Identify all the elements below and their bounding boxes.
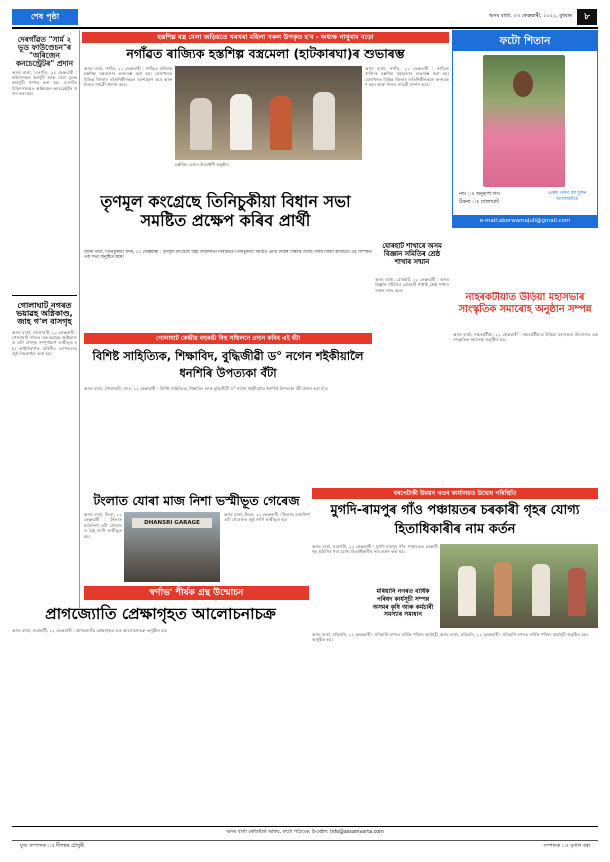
mariani-body: অসম বাৰ্তা, মৰিয়ানি, ২২ ফেব্ৰুৱাৰী : মৰিয়ানি নগৰত বাৰ্ষিক পৰিষদ কাৰ্যসূচী অনুষ্ঠিত হয়। bbox=[312, 632, 438, 643]
mariani-body-2: অসম বাৰ্তা, মৰিয়ানি, ২২ ফেব্ৰুৱাৰী : মৰিয়ানি নগৰত বাৰ্ষিক পৰিষদ কাৰ্যসূচী অনুষ্ঠিত হয়। bbox=[440, 632, 588, 637]
photo-box-name: নাম ঃ অনুৰূপা দাস bbox=[459, 192, 500, 197]
top-story-body-1: অসম বাৰ্তা, নগাঁও, ২২ ফেব্ৰুৱাৰী : নগাঁৱত ৰাজ্যিক হস্তশিল্প বস্ত্ৰমেলাৰ শুভাৰম্ভ কৰা হয়। মেলাখনত বিভিন্ন জিলাৰ তাঁতশিল্পীসকলে অংশগ্ৰহণ কৰে আৰু নিজৰ সামগ্ৰী প্ৰদৰ্শন কৰে। bbox=[84, 66, 172, 88]
left-column bbox=[12, 30, 77, 608]
section-label: শেষ পৃষ্ঠা bbox=[30, 12, 60, 21]
fire-headline: টংলাত যোৰা মাজ নিশা ভস্মীভূত গেৰেজ bbox=[93, 493, 300, 508]
footer-bar bbox=[12, 840, 598, 852]
pragjyoti-body: অসম বাৰ্তা, গুৱাহাটী, ২২ ফেব্ৰুৱাৰী : প্ৰাগজ্যোতি প্ৰেক্ষাগৃহত এক আলোচনাচক্ৰ অনুষ্ঠিত হয়। bbox=[12, 628, 168, 633]
garage-sign: DHANSRI GARAGE bbox=[132, 518, 212, 528]
nahar-body: অসম বাৰ্তা, নাহৰকটীয়া, ২২ ফেব্ৰুৱাৰী : নাহৰকটীয়াত উড়িয়া মহাসভাৰ উদ্যোগত এক সাংস্কৃতিক সমাৰোহ অনুষ্ঠিত হয়। bbox=[453, 332, 598, 343]
top-story-photo-caption: হস্তশিল্প মেলাৰ উদ্বোধনী অনুষ্ঠান bbox=[175, 162, 229, 167]
golaghat-fire-headline: গোলাঘাট নগৰত ভয়াৱহ অগ্নিকাণ্ড, জাহ গ'ল বাসগৃহ bbox=[12, 295, 77, 330]
photo-box-portrait bbox=[483, 55, 565, 187]
page-number: ৮ bbox=[577, 9, 597, 25]
swarnabh-label: স্বৰ্ণাভ' শীৰ্ষক গ্ৰন্থ উন্মোচন bbox=[84, 586, 309, 600]
panchayat-body: অসম বাৰ্তা, বৰপেটা, ২২ ফেব্ৰুৱাৰী : মুগদি-ৰামপুৰ গাঁও পঞ্চায়তত চৰকাৰী গৃহ আঁচনিৰ পৰা যোগ্য হিতাধিকাৰীৰ নাম কৰ্তন কৰা হয়। bbox=[312, 544, 438, 555]
top-story-headline: নগাঁৱত ৰাজ্যিক হস্তশিল্প বস্ত্ৰমেলা (হাটকাৰঘা)ৰ শুভাৰম্ভ bbox=[126, 46, 405, 61]
dustak-body: অসম বাৰ্তা, দেৰগাঁও, ২২ ফেব্ৰুৱাৰী : মহিলাসকল কৰ্মসূচী আৰু সেৱা মূলক কাৰ্যসূচী সম্পন্ন কৰা হয়। দেৰগাঁও চিকিৎসালয়ত অক্সিজেন কনচেন্ট্ৰেটৰ প্ৰদান কৰা হয়। bbox=[12, 69, 77, 97]
golaghat-banner: গোলাঘাট কেন্দ্ৰীয় বহুৰঙী বিহু সন্মিলনে প্ৰদান কৰিব এই বঁটা bbox=[84, 333, 372, 344]
mariani-headline: মৰিয়ানি নগৰত বাৰ্ষিক পৰিষদ কাৰ্যসূচী সম্পন্ন অসমৰ কৃষি আৰু কৰ্মচাৰী সমস্যাৰ সমাধান bbox=[372, 588, 434, 619]
jorhat-headline: যোৰহাট শাখাৰে অসম বিজ্ঞান সমিতিৰ শ্ৰেষ্ঠ শাখাৰ সন্মান bbox=[382, 242, 442, 266]
fire-body: অসম বাৰ্তা, টংলা, ২২ ফেব্ৰুৱাৰী : টংলাত মাজনিশা এটা গেৰেজত জুই লাগি ভস্মীভূত হয়। bbox=[84, 512, 122, 539]
panchayat-headline: মুগদি-ৰামপুৰ গাঁও পঞ্চায়তৰ চৰকাৰী গৃহৰ যোগ্য হিতাধিকাৰীৰ নাম কৰ্তন bbox=[330, 503, 580, 537]
date-line: অসম বাৰ্তা, ২৩ ফেব্ৰুৱাৰী, ২০২২, বুধবাৰ bbox=[488, 13, 572, 19]
pragjyoti-headline: প্ৰাগজ্যোতি প্ৰেক্ষাগৃহত আলোচনাচক্ৰ bbox=[45, 605, 276, 623]
panchayat-photo bbox=[440, 544, 598, 628]
left-column-divider bbox=[79, 30, 80, 608]
jorhat-body: অসম বাৰ্তা, যোৰহাট, ২২ ফেব্ৰুৱাৰী : অসম বিজ্ঞান সমিতিৰ যোৰহাট শাখাই শ্ৰেষ্ঠ শাখাৰ সন্মান লাভ কৰে। bbox=[375, 277, 449, 293]
photo-box-place: ঠিকনা ঃ গোলাঘাট bbox=[459, 200, 499, 205]
tmc-body: অসম বাৰ্তা, তিনিচুকীয়া সদৰ, ২২ ফেব্ৰুৱাৰী : তৃণমূল কংগ্ৰেছে অহা বিধানসভা নিৰ্বাচনত তিনিচুকীয়া সমষ্টিত প্ৰাৰ্থী দিয়াৰ সিদ্ধান্ত লৈছে। দলৰ জিলা কমিটিয়ে এই সম্পৰ্কত এক সভা অনুষ্ঠিত কৰে। bbox=[84, 250, 372, 261]
top-story-photo bbox=[175, 66, 362, 160]
section-label-box bbox=[12, 9, 78, 25]
fire-photo bbox=[124, 512, 220, 582]
award-headline: বিশিষ্ট সাহিত্যিক, শিক্ষাবিদ, বুদ্ধিজীৱী ড° নগেন শইকীয়ালৈ ধনশিৰি উপত্যকা বঁটা bbox=[92, 349, 364, 380]
dustak-headline: দেৰগাঁৱত "সাৰ্ম ২ ভূড ফাউণ্ডেচন"ৰ "অৰিজেন কনচেন্ট্ৰেটৰ" প্ৰদান bbox=[15, 35, 74, 68]
nahar-headline: নাহৰকটীয়াত উড়িয়া মহাসভাৰ সাংস্কৃতিক সমাৰোহ অনুষ্ঠান সম্পন্ন bbox=[458, 292, 592, 315]
top-story-body-2: অসম বাৰ্তা, নগাঁও, ২২ ফেব্ৰুৱাৰী : নগাঁৱত ৰাজ্যিক হস্তশিল্প বস্ত্ৰমেলাৰ শুভাৰম্ভ কৰা হয়। মেলাখনত বিভিন্ন জিলাৰ তাঁতশিল্পীসকলে অংশগ্ৰহণ কৰে আৰু নিজৰ সামগ্ৰী প্ৰদৰ্শন কৰে। bbox=[365, 66, 449, 88]
photo-box-side-note: প্ৰেৰক তৰুণ বৰ ফুকন আলোকচিত্ৰ bbox=[547, 191, 587, 202]
masthead-rule bbox=[12, 27, 598, 29]
barpeta-tag: বৰপেটাকী উন্নয়ন খণ্ডৰ কাৰ্যালয়ত উদ্বোধ পৰিস্থিতি bbox=[312, 488, 598, 499]
footer-rule bbox=[12, 826, 598, 827]
top-story-kicker: হস্তশিল্প বস্ত্ৰ মেলা জড়িয়তে খৰখৰা মহিলা সকল উপকৃত হ'ব - অধ্যক্ষ নাথুৰাম বড়ো bbox=[82, 32, 449, 43]
tmc-headline: তৃণমূল কংগ্ৰেছে তিনিচুকীয়া বিধান সভা সমষ্টিত প্ৰক্ষেপ কৰিব প্ৰাৰ্থী bbox=[100, 192, 351, 230]
footer-editor: সম্পাদক ঃ মৃণাল বৰা bbox=[543, 843, 590, 849]
golaghat-fire-body: অসম বাৰ্তা, গোলাঘাট, ২২ ফেব্ৰুৱাৰী : গোলাঘাট নগৰত এক ভয়াৱহ অগ্নিকাণ্ডত এটা বাসগৃহ সম্পূৰ্ণৰূপে ভস্মীভূত হয়। অগ্নিনিৰ্বাপক বাহিনীৰ তৎপৰতাত জুই নিয়ন্ত্ৰণলৈ অনা হয়। bbox=[12, 329, 77, 357]
fire-body-2: অসম বাৰ্তা, টংলা, ২২ ফেব্ৰুৱাৰী : টংলাত মাজনিশা এটা গেৰেজত জুই লাগি ভস্মীভূত হয়। bbox=[224, 512, 310, 523]
footer-line-1: অসম বাৰ্তা ৰেজিষ্টাৰ্ড অফিচ, ফটো পাঠাওক, ই-মেইল: info@assamvarta.com bbox=[226, 830, 384, 835]
photo-box-email: e-mail:aborwamajuli@gmail.com bbox=[453, 215, 597, 227]
award-body: অসম বাৰ্তা, গোলাঘাট, সদৰ, ২২ ফেব্ৰুৱাৰী : বিশিষ্ট সাহিত্যিক, শিক্ষাবিদ আৰু বুদ্ধিজীৱী ড° নগেন শইকীয়ালৈ ধনশিৰি উপত্যকা বঁটা প্ৰদান কৰা হ'ব। bbox=[84, 386, 329, 391]
photo-box-title: ফটো শিতান bbox=[453, 31, 597, 51]
photo-box bbox=[452, 30, 598, 228]
footer-chief-editor: মুখ্য সম্পাদক ঃ দীপঙ্কৰ চৌধুৰী bbox=[20, 843, 85, 849]
